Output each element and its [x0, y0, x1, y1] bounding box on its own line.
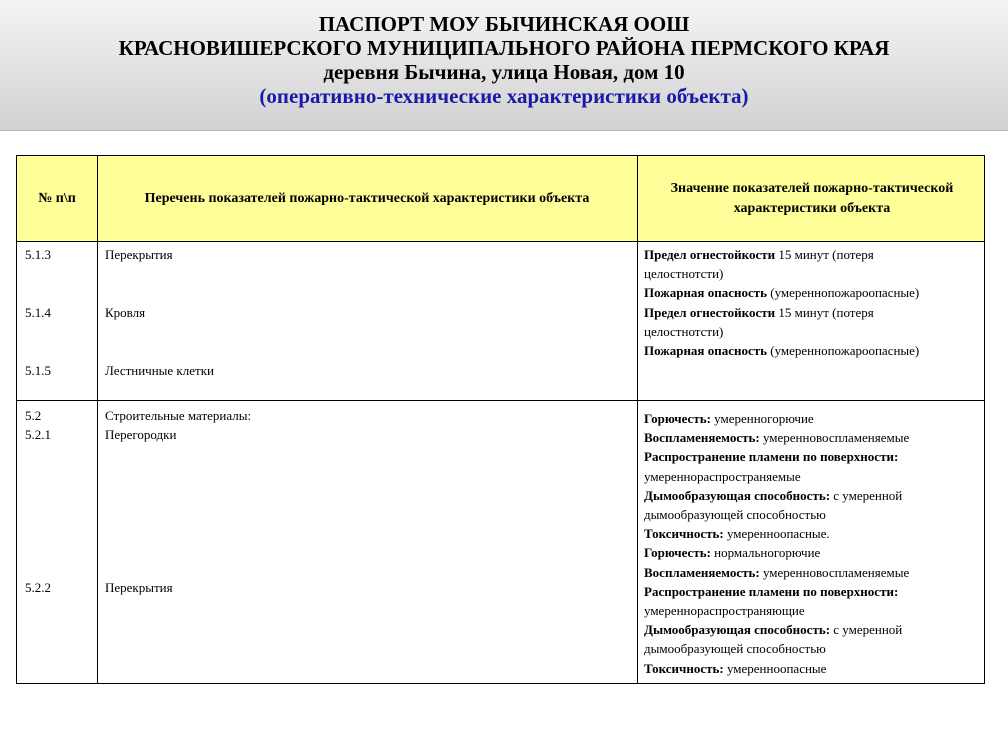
- value-item: Пожарная опасность (умереннопожароопасные): [644, 343, 920, 359]
- value-item: Токсичность: умеренноопасные.: [644, 526, 830, 542]
- characteristics-table: [16, 155, 985, 684]
- column-header-values: Значение показателей пожарно-тактической характеристики объекта: [670, 180, 954, 216]
- title-line-2: КРАСНОВИШЕРСКОГО МУНИЦИПАЛЬНОГО РАЙОНА ПЕРМСКОГО КРАЯ: [118, 36, 890, 60]
- value-item: Горючесть: умеренногорючие: [644, 411, 814, 426]
- column-header-number: № п\п: [38, 190, 76, 206]
- address-line: деревня Бычина, улица Новая, дом 10: [323, 60, 685, 84]
- value-item: Пожарная опасность (умереннопожароопасные): [644, 285, 920, 301]
- title-banner: [0, 0, 1008, 131]
- value-item: Дымообразующая способность: с умеренной дымообразующей способностью: [644, 487, 903, 523]
- row-number: 5.2: [25, 408, 42, 423]
- row-number: 5.2.1: [25, 427, 51, 442]
- column-divider: [97, 156, 98, 683]
- value-item: Токсичность: умеренноопасные: [644, 660, 827, 676]
- values-cell-group-2: [644, 409, 980, 678]
- row-name: Кровля: [105, 305, 146, 320]
- value-item: Горючесть: нормальногорючие: [644, 545, 821, 561]
- row-name: Перекрытия: [105, 580, 173, 595]
- subtitle: (оперативно-технические характеристики объекта): [259, 84, 749, 108]
- values-cell-group-1: [644, 245, 944, 360]
- row-number: 5.2.2: [25, 580, 51, 595]
- value-item: Предел огнестойкости 15 минут (потеря целостнотсти): [644, 304, 874, 339]
- column-divider: [637, 156, 638, 683]
- title-line-1: ПАСПОРТ МОУ БЫЧИНСКАЯ ООШ: [318, 12, 690, 36]
- row-number: 5.1.5: [25, 363, 51, 378]
- value-item: Воспламеняемость: умеренновоспламеняемые: [644, 430, 910, 446]
- value-item: Дымообразующая способность: с умеренной дымообразующей способностью: [644, 622, 903, 657]
- value-item: Распространение пламени по поверхности: умереннораспространяемые: [644, 449, 899, 484]
- row-name: Перекрытия: [105, 247, 173, 262]
- value-item: Распространение пламени по поверхности: умереннораспространяющие: [644, 583, 899, 619]
- row-number: 5.1.4: [25, 305, 51, 320]
- row-divider: [17, 400, 984, 401]
- value-item: Предел огнестойкости 15 минут (потеря целостнотсти): [644, 247, 874, 282]
- column-header-indicators: Перечень показателей пожарно-тактической характеристики объекта: [144, 190, 590, 206]
- row-name: Строительные материалы:: [105, 408, 252, 423]
- row-number: 5.1.3: [25, 247, 51, 262]
- value-item: Воспламеняемость: умеренновоспламеняемые: [644, 564, 910, 580]
- row-name: Лестничные клетки: [105, 363, 214, 378]
- row-name: Перегородки: [105, 427, 177, 442]
